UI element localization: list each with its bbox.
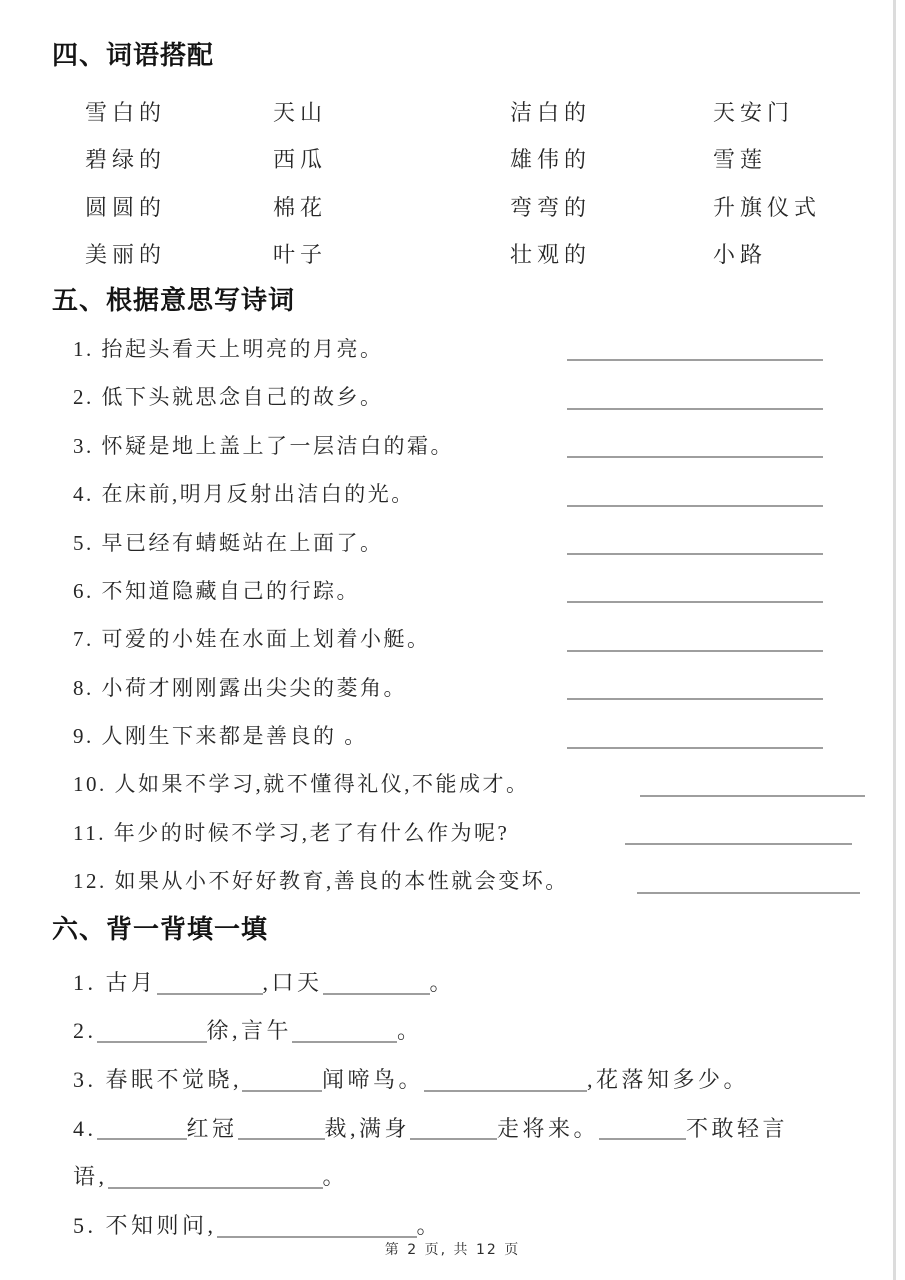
item-text: 1. 古月 [73, 969, 157, 995]
item-text: 。 [429, 969, 456, 995]
word-item: 美丽的 [85, 242, 167, 267]
list-item [73, 364, 865, 412]
section5-list [73, 316, 865, 897]
list-item [73, 461, 865, 509]
fill-blank[interactable] [292, 1041, 397, 1043]
item-text: 9. 人刚生下来都是善良的 。 [73, 724, 368, 749]
fill-blank[interactable] [424, 1090, 587, 1092]
item-text: 2. [73, 1018, 97, 1044]
answer-blank[interactable] [625, 843, 852, 845]
word-match-row [0, 132, 905, 180]
fill-item [73, 999, 885, 1048]
list-item [73, 848, 865, 896]
item-text: ,花落知多少。 [587, 1066, 750, 1092]
item-text: 3. 怀疑是地上盖上了一层洁白的霜。 [73, 433, 454, 458]
section4-title: 四、词语搭配 [52, 41, 215, 71]
list-item [73, 800, 865, 848]
answer-blank[interactable] [567, 747, 823, 749]
list-item [73, 703, 865, 751]
fill-blank[interactable] [97, 1138, 187, 1140]
answer-blank[interactable] [567, 650, 823, 652]
fill-item [73, 1096, 885, 1145]
item-text: 语, [73, 1164, 108, 1190]
list-item [73, 413, 865, 461]
item-text: 8. 小荷才刚刚露出尖尖的菱角。 [73, 675, 407, 700]
list-item [73, 752, 865, 800]
fill-blank[interactable] [238, 1138, 325, 1140]
fill-item [73, 1193, 885, 1242]
item-text: 12. 如果从小不好好教育,善良的本性就会变坏。 [73, 869, 569, 894]
item-text: 徐,言午 [206, 1018, 293, 1044]
answer-blank[interactable] [567, 359, 823, 361]
item-text: 闻啼鸟。 [322, 1066, 425, 1092]
fill-blank[interactable] [599, 1138, 686, 1140]
item-text: 3. 春眠不觉晓, [73, 1066, 243, 1092]
item-text: 7. 可爱的小娃在水面上划着小艇。 [73, 627, 431, 652]
fill-blank[interactable] [108, 1187, 323, 1189]
page-number-footer: 第 2 页, 共 12 页 [384, 1242, 521, 1258]
list-item [73, 510, 865, 558]
word-item: 天安门 [713, 99, 795, 125]
item-text: 红冠 [186, 1115, 238, 1141]
answer-blank[interactable] [567, 505, 823, 507]
item-text: 不敢轻言 [686, 1115, 789, 1141]
item-text: 。 [397, 1018, 423, 1044]
word-item: 升旗仪式 [713, 194, 822, 220]
word-item: 西瓜 [273, 147, 328, 172]
word-item: 棉花 [273, 194, 328, 220]
word-item: 弯弯的 [510, 194, 592, 220]
fill-blank[interactable] [217, 1236, 417, 1238]
item-text: ,口天 [262, 969, 323, 995]
answer-blank[interactable] [637, 892, 860, 894]
item-text: 5. 不知则问, [73, 1212, 217, 1238]
fill-blank[interactable] [410, 1138, 497, 1140]
item-text: 1. 抬起头看天上明亮的月亮。 [73, 336, 384, 361]
item-text: 6. 不知道隐藏自己的行踪。 [73, 578, 360, 603]
answer-blank[interactable] [640, 795, 865, 797]
item-text: 。 [322, 1164, 349, 1190]
word-item: 雄伟的 [510, 147, 592, 172]
word-item: 碧绿的 [85, 147, 167, 172]
section5-title: 五、根据意思写诗词 [52, 286, 296, 316]
section6-title: 六、背一背填一填 [52, 915, 269, 945]
item-text: 2. 低下头就思念自己的故乡。 [73, 385, 384, 410]
fill-blank[interactable] [242, 1090, 322, 1092]
section6-list [73, 950, 885, 1242]
word-match-row [0, 179, 905, 227]
word-item: 雪白的 [85, 99, 167, 125]
word-item: 圆圆的 [85, 194, 167, 220]
item-text: 。 [416, 1212, 443, 1238]
answer-blank[interactable] [567, 456, 823, 458]
answer-blank[interactable] [567, 553, 823, 555]
word-item: 天山 [273, 99, 328, 125]
word-match-row [0, 84, 905, 132]
list-item [73, 606, 865, 654]
fill-item [73, 1047, 885, 1096]
word-item: 雪莲 [713, 147, 768, 172]
word-item: 叶子 [273, 242, 328, 267]
item-text: 11. 年少的时候不学习,老了有什么作为呢? [73, 820, 510, 845]
list-item [73, 316, 865, 364]
list-item [73, 655, 865, 703]
answer-blank[interactable] [567, 698, 823, 700]
word-match-row [0, 227, 905, 275]
fill-blank[interactable] [323, 993, 430, 995]
fill-blank[interactable] [157, 993, 263, 995]
word-item: 洁白的 [510, 99, 592, 125]
word-match-grid [0, 84, 905, 274]
item-text: 4. 在床前,明月反射出洁白的光。 [73, 482, 415, 507]
fill-blank[interactable] [97, 1041, 207, 1043]
item-text: 走将来。 [497, 1115, 600, 1141]
answer-blank[interactable] [567, 408, 823, 410]
list-item [73, 558, 865, 606]
item-text: 4. [73, 1115, 97, 1141]
item-text: 5. 早已经有蜻蜓站在上面了。 [73, 530, 384, 555]
item-text: 10. 人如果不学习,就不懂得礼仪,不能成才。 [73, 772, 530, 797]
item-text: 裁,满身 [324, 1115, 411, 1141]
answer-blank[interactable] [567, 601, 823, 603]
word-item: 小路 [713, 242, 768, 267]
fill-item [73, 950, 885, 999]
fill-item [73, 1144, 885, 1193]
word-item: 壮观的 [510, 242, 592, 267]
